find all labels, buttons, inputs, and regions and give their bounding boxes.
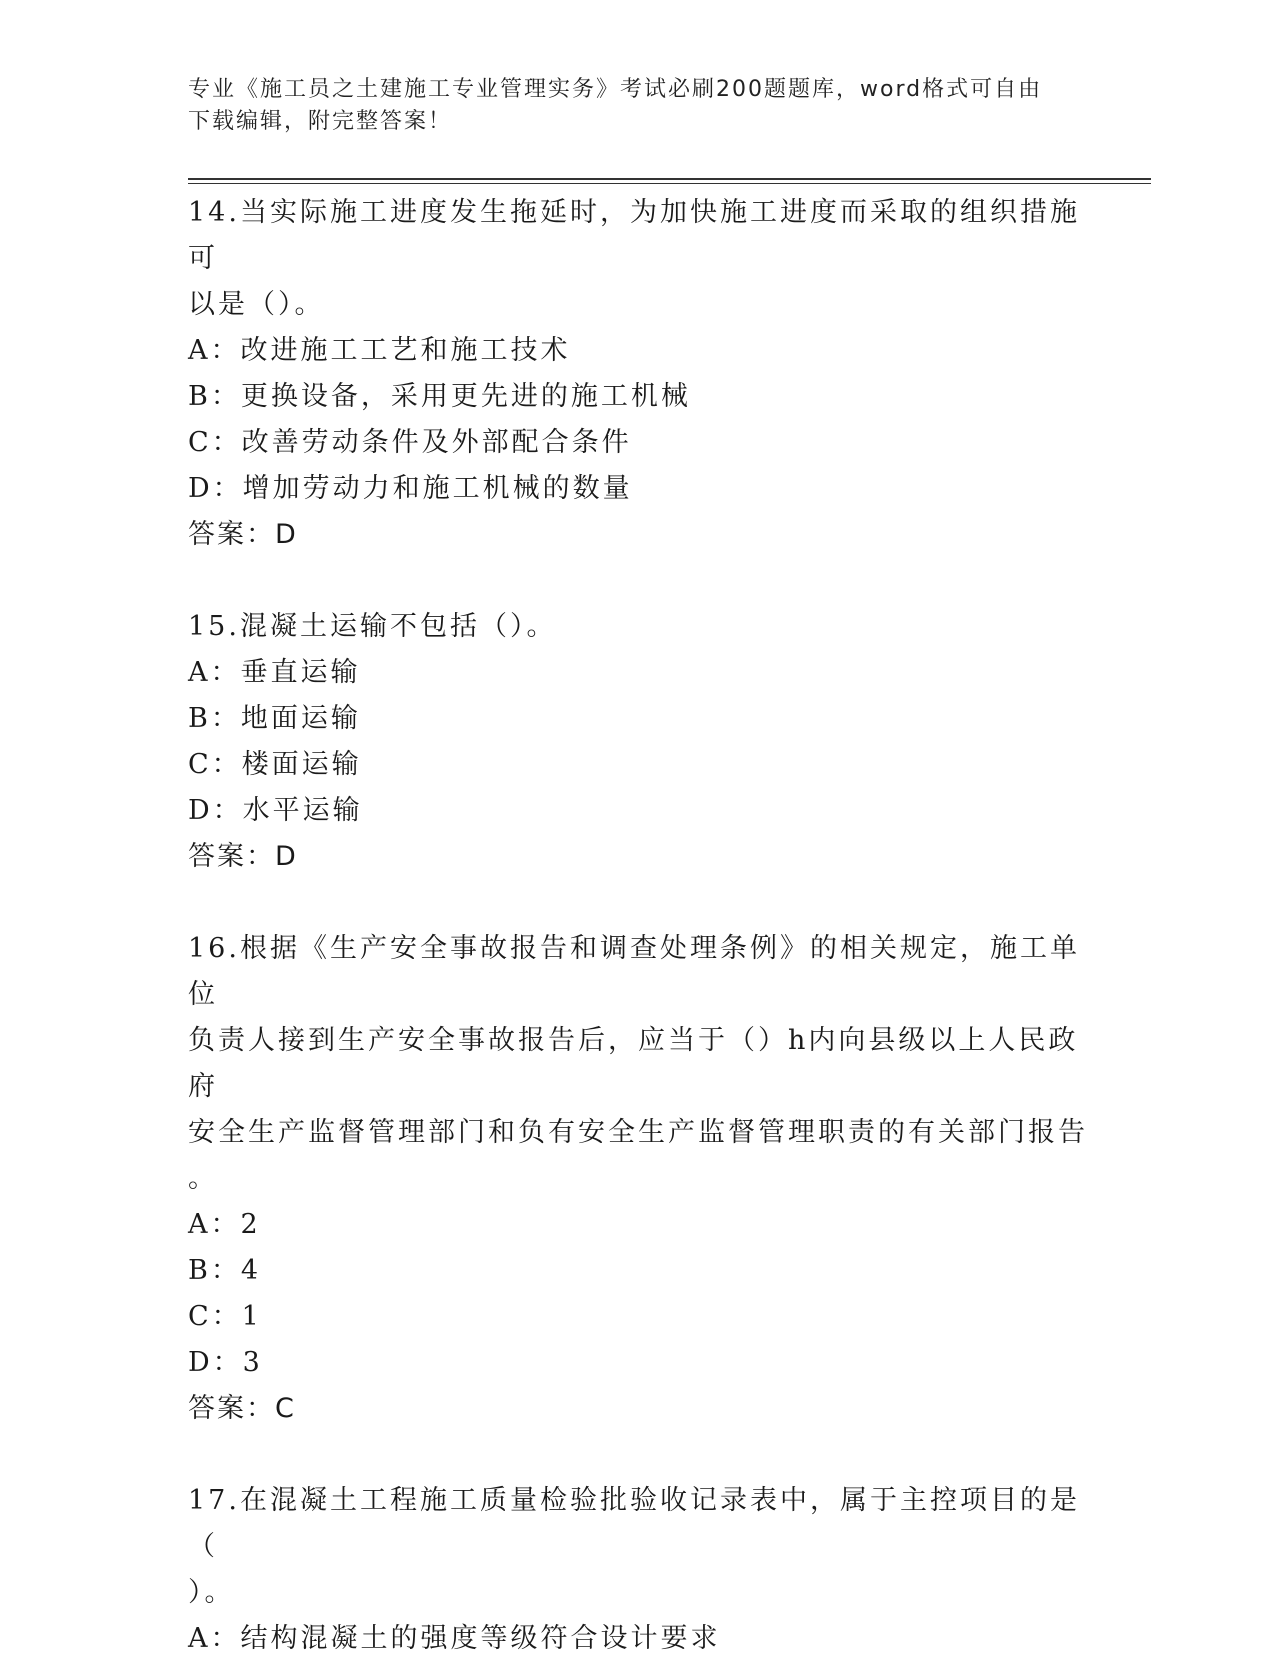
question-stem-line: 17.在混凝土工程施工质量检验批验收记录表中，属于主控项目的是（	[188, 1485, 1080, 1562]
option-a: A：改进施工工艺和施工技术	[188, 335, 571, 366]
header-line-2: 下载编辑，附完整答案！	[188, 109, 453, 134]
answer: 答案：C	[188, 1393, 296, 1424]
question-16	[188, 926, 1088, 1432]
question-list	[188, 190, 1088, 1662]
option-c: C：楼面运输	[188, 749, 362, 780]
question-stem-line: ）。	[188, 1577, 235, 1608]
question-15	[188, 604, 1088, 880]
answer: 答案：D	[188, 519, 298, 550]
question-17	[188, 1478, 1088, 1662]
option-a: A：垂直运输	[188, 657, 361, 688]
question-stem-line: 15.混凝土运输不包括（）。	[188, 611, 557, 642]
option-a: A：结构混凝土的强度等级符合设计要求	[188, 1623, 721, 1654]
header-divider-thick	[188, 178, 1151, 180]
answer: 答案：D	[188, 841, 298, 872]
question-stem-line: 安全生产监督管理部门和负有安全生产监督管理职责的有关部门报告	[188, 1117, 1088, 1148]
question-stem-line: 。	[188, 1163, 218, 1194]
document-header	[188, 74, 1088, 138]
question-14	[188, 190, 1088, 558]
option-a: A：2	[188, 1209, 261, 1240]
option-d: D：增加劳动力和施工机械的数量	[188, 473, 633, 504]
question-stem-line: 以是（）。	[188, 289, 325, 320]
question-stem-line: 16.根据《生产安全事故报告和调查处理条例》的相关规定，施工单位	[188, 933, 1080, 1010]
option-d: D：3	[188, 1347, 263, 1378]
question-spacer	[188, 1432, 1088, 1478]
header-divider-thin	[188, 183, 1151, 184]
header-line-1: 专业《施工员之土建施工专业管理实务》考试必刷200题题库，word格式可自由	[188, 77, 1043, 102]
option-d: D：水平运输	[188, 795, 363, 826]
option-b: B：4	[188, 1255, 262, 1286]
option-c: C：1	[188, 1301, 262, 1332]
question-spacer	[188, 880, 1088, 926]
option-b: B：地面运输	[188, 703, 361, 734]
question-stem-line: 14.当实际施工进度发生拖延时，为加快施工进度而采取的组织措施可	[188, 197, 1080, 274]
question-spacer	[188, 558, 1088, 604]
question-stem-line: 负责人接到生产安全事故报告后，应当于（）h内向县级以上人民政府	[188, 1025, 1079, 1102]
option-c: C：改善劳动条件及外部配合条件	[188, 427, 632, 458]
option-b: B：更换设备，采用更先进的施工机械	[188, 381, 691, 412]
